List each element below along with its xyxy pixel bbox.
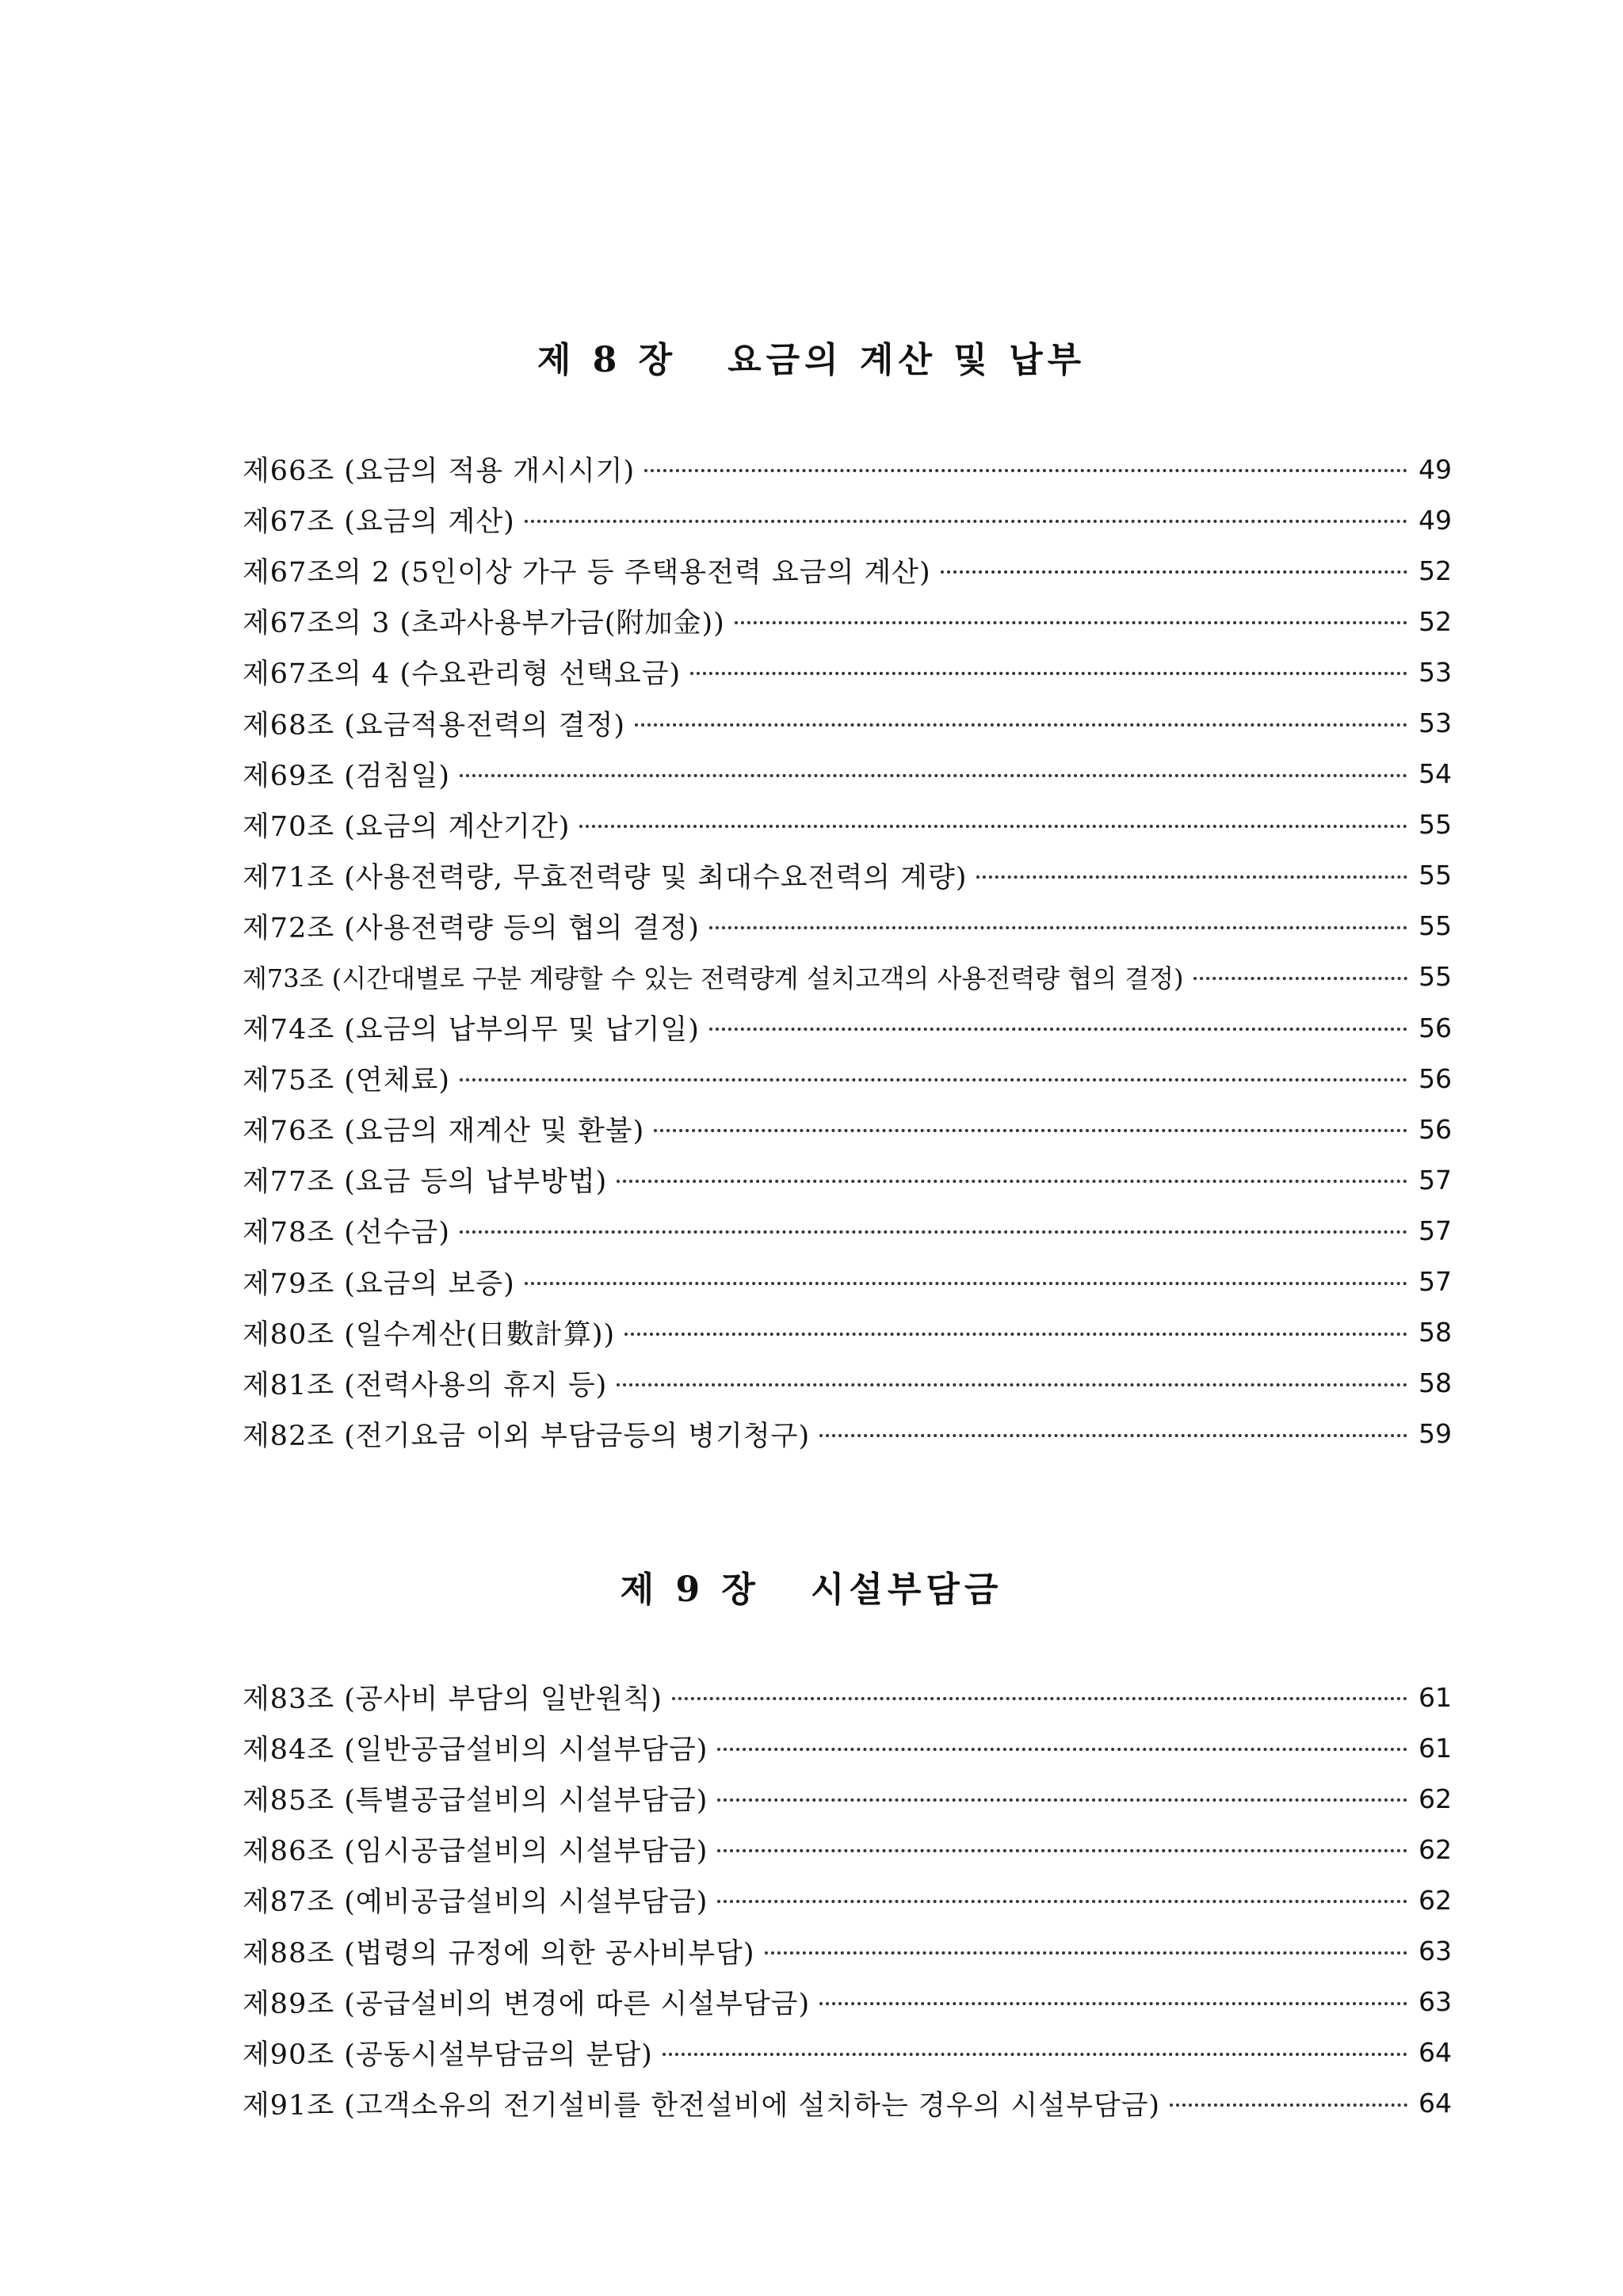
toc-entry[interactable] [242, 1002, 1452, 1053]
toc-entry-title: 제73조 (시간대별로 구분 계량할 수 있는 전력량계 설치고객의 사용전력량 협의 결정) [242, 963, 1184, 994]
toc-entry[interactable] [242, 697, 1452, 748]
dot-leader [819, 1434, 1407, 1437]
dot-leader [617, 1180, 1407, 1183]
dot-leader [460, 1230, 1407, 1234]
toc-entry-title: 제90조 (공동시설부담금의 분담) [242, 2039, 653, 2071]
toc-entry-title: 제89조 (공급설비의 변경에 따른 시설부담금) [242, 1988, 811, 2020]
dot-leader [624, 1333, 1407, 1336]
toc-entry[interactable] [242, 1257, 1452, 1307]
chapter-9-toc [242, 1672, 1452, 2129]
toc-entry-title: 제70조 (요금의 계산기간) [242, 810, 571, 843]
toc-page-number: 59 [1419, 1418, 1452, 1450]
toc-page-number: 52 [1419, 555, 1452, 586]
toc-entry[interactable] [242, 596, 1452, 646]
toc-entry[interactable] [242, 1307, 1452, 1358]
toc-entry-title: 제72조 (사용전력량 등의 협의 결정) [242, 912, 700, 944]
toc-entry[interactable] [242, 1977, 1452, 2027]
toc-page-number: 63 [1419, 1986, 1452, 2018]
dot-leader [525, 520, 1407, 523]
toc-entry[interactable] [242, 646, 1452, 697]
toc-page-number: 56 [1419, 1012, 1452, 1043]
toc-page-number: 55 [1419, 809, 1452, 841]
toc-entry-title: 제75조 (연체료) [242, 1065, 451, 1097]
toc-entry[interactable] [242, 2027, 1452, 2078]
toc-page-number: 57 [1419, 1215, 1452, 1246]
toc-entry[interactable] [242, 1875, 1452, 1925]
toc-entry-title: 제74조 (요금의 납부의무 및 납기일) [242, 1014, 700, 1047]
toc-entry-title: 제66조 (요금의 적용 개시시기) [242, 456, 636, 488]
toc-entry-title: 제86조 (임시공급설비의 시설부담금) [242, 1836, 708, 1868]
toc-entry[interactable] [242, 444, 1452, 494]
dot-leader [663, 2053, 1407, 2056]
toc-page-number: 63 [1419, 1936, 1452, 1967]
toc-page-number: 54 [1419, 758, 1452, 790]
dot-leader [460, 774, 1407, 777]
dot-leader [1170, 2103, 1407, 2107]
toc-entry[interactable] [242, 1824, 1452, 1875]
toc-entry-title: 제78조 (선수금) [242, 1217, 451, 1249]
dot-leader [654, 1129, 1407, 1132]
toc-entry[interactable] [242, 1053, 1452, 1104]
dot-leader [617, 1383, 1407, 1386]
toc-entry-title: 제76조 (요금의 재계산 및 환불) [242, 1116, 645, 1148]
dot-leader [525, 1282, 1407, 1285]
toc-entry[interactable] [242, 545, 1452, 596]
toc-entry[interactable] [242, 1409, 1452, 1459]
toc-page-number: 62 [1419, 1783, 1452, 1814]
toc-page-number: 53 [1419, 656, 1452, 688]
toc-page-number: 55 [1419, 860, 1452, 891]
toc-page-number: 55 [1419, 961, 1452, 993]
toc-entry-title: 제83조 (공사비 부담의 일반원칙) [242, 1684, 663, 1716]
toc-entry-title: 제81조 (전력사용의 휴지 등) [242, 1369, 608, 1402]
toc-entry-title: 제67조의 2 (5인이상 가구 등 주택용전력 요금의 계산) [242, 557, 931, 589]
toc-page-number: 57 [1419, 1164, 1452, 1196]
toc-entry-title: 제67조의 4 (수요관리형 선택요금) [242, 658, 682, 691]
toc-page-number: 57 [1419, 1266, 1452, 1298]
toc-entry-title: 제71조 (사용전력량, 무효전력량 및 최대수요전력의 계량) [242, 861, 968, 894]
toc-page-number: 61 [1419, 1732, 1452, 1764]
dot-leader [690, 672, 1407, 675]
toc-entry-title: 제85조 (특별공급설비의 시설부담금) [242, 1785, 708, 1817]
toc-entry[interactable] [242, 1773, 1452, 1824]
toc-page-number: 56 [1419, 1062, 1452, 1094]
dot-leader [735, 621, 1407, 624]
chapter-9-heading: 제 9 장 시설부담금 [620, 1569, 1003, 1610]
toc-entry[interactable] [242, 1205, 1452, 1256]
toc-entry-title: 제88조 (법령의 규정에 의한 공사비부담) [242, 1937, 755, 1970]
dot-leader [460, 1078, 1407, 1081]
dot-leader [765, 1951, 1408, 1955]
toc-entry[interactable] [242, 799, 1452, 850]
toc-entry[interactable] [242, 749, 1452, 799]
toc-entry-title: 제77조 (요금 등의 납부방법) [242, 1166, 608, 1199]
toc-entry[interactable] [242, 952, 1452, 1002]
toc-page-number: 58 [1419, 1367, 1452, 1399]
toc-entry-title: 제67조 (요금의 계산) [242, 506, 515, 539]
chapter-8-toc [242, 444, 1452, 1459]
dot-leader [672, 1697, 1407, 1700]
dot-leader [717, 1748, 1407, 1751]
toc-page-number: 62 [1419, 1884, 1452, 1916]
dot-leader [819, 2002, 1407, 2005]
toc-page-number: 49 [1419, 504, 1452, 536]
toc-entry-title: 제79조 (요금의 보증) [242, 1268, 515, 1300]
toc-page-number: 64 [1419, 2037, 1452, 2069]
toc-page-number: 64 [1419, 2088, 1452, 2119]
chapter-8-heading: 제 8 장 요금의 계산 및 납부 [537, 340, 1086, 380]
dot-leader [635, 723, 1407, 727]
dot-leader [644, 469, 1407, 472]
toc-entry-title: 제84조 (일반공급설비의 시설부담금) [242, 1734, 708, 1767]
toc-entry[interactable] [242, 1722, 1452, 1773]
dot-leader [579, 825, 1407, 828]
toc-entry[interactable] [242, 850, 1452, 901]
dot-leader [717, 1900, 1407, 1903]
toc-entry-title: 제69조 (검침일) [242, 760, 451, 792]
toc-page-number: 53 [1419, 707, 1452, 739]
dot-leader [717, 1849, 1407, 1852]
dot-leader [976, 875, 1407, 879]
toc-entry-title: 제67조의 3 (초과사용부가금(附加金)) [242, 608, 725, 640]
dot-leader [717, 1798, 1407, 1802]
toc-page-number: 58 [1419, 1317, 1452, 1348]
toc-entry[interactable] [242, 1672, 1452, 1722]
dot-leader [709, 926, 1407, 929]
toc-entry[interactable] [242, 494, 1452, 545]
toc-entry-title: 제87조 (예비공급설비의 시설부담금) [242, 1886, 708, 1919]
toc-page-number: 52 [1419, 605, 1452, 637]
toc-page-number: 62 [1419, 1833, 1452, 1865]
toc-entry[interactable] [242, 2078, 1452, 2129]
toc-entry[interactable] [242, 1104, 1452, 1154]
dot-leader [941, 570, 1407, 574]
toc-entry[interactable] [242, 901, 1452, 952]
dot-leader [709, 1028, 1407, 1031]
toc-entry[interactable] [242, 1925, 1452, 1976]
toc-page-number: 55 [1419, 910, 1452, 942]
toc-entry[interactable] [242, 1154, 1452, 1205]
toc-entry-title: 제80조 (일수계산(日數計算)) [242, 1318, 616, 1351]
toc-entry[interactable] [242, 1358, 1452, 1409]
dot-leader [1193, 977, 1407, 980]
toc-entry-title: 제82조 (전기요금 이외 부담금등의 병기청구) [242, 1420, 811, 1452]
toc-page-number: 49 [1419, 453, 1452, 485]
toc-entry-title: 제91조 (고객소유의 전기설비를 한전설비에 설치하는 경우의 시설부담금) [242, 2089, 1161, 2122]
toc-page-number: 61 [1419, 1681, 1452, 1713]
toc-entry-title: 제68조 (요금적용전력의 결정) [242, 709, 626, 742]
toc-page-number: 56 [1419, 1113, 1452, 1145]
